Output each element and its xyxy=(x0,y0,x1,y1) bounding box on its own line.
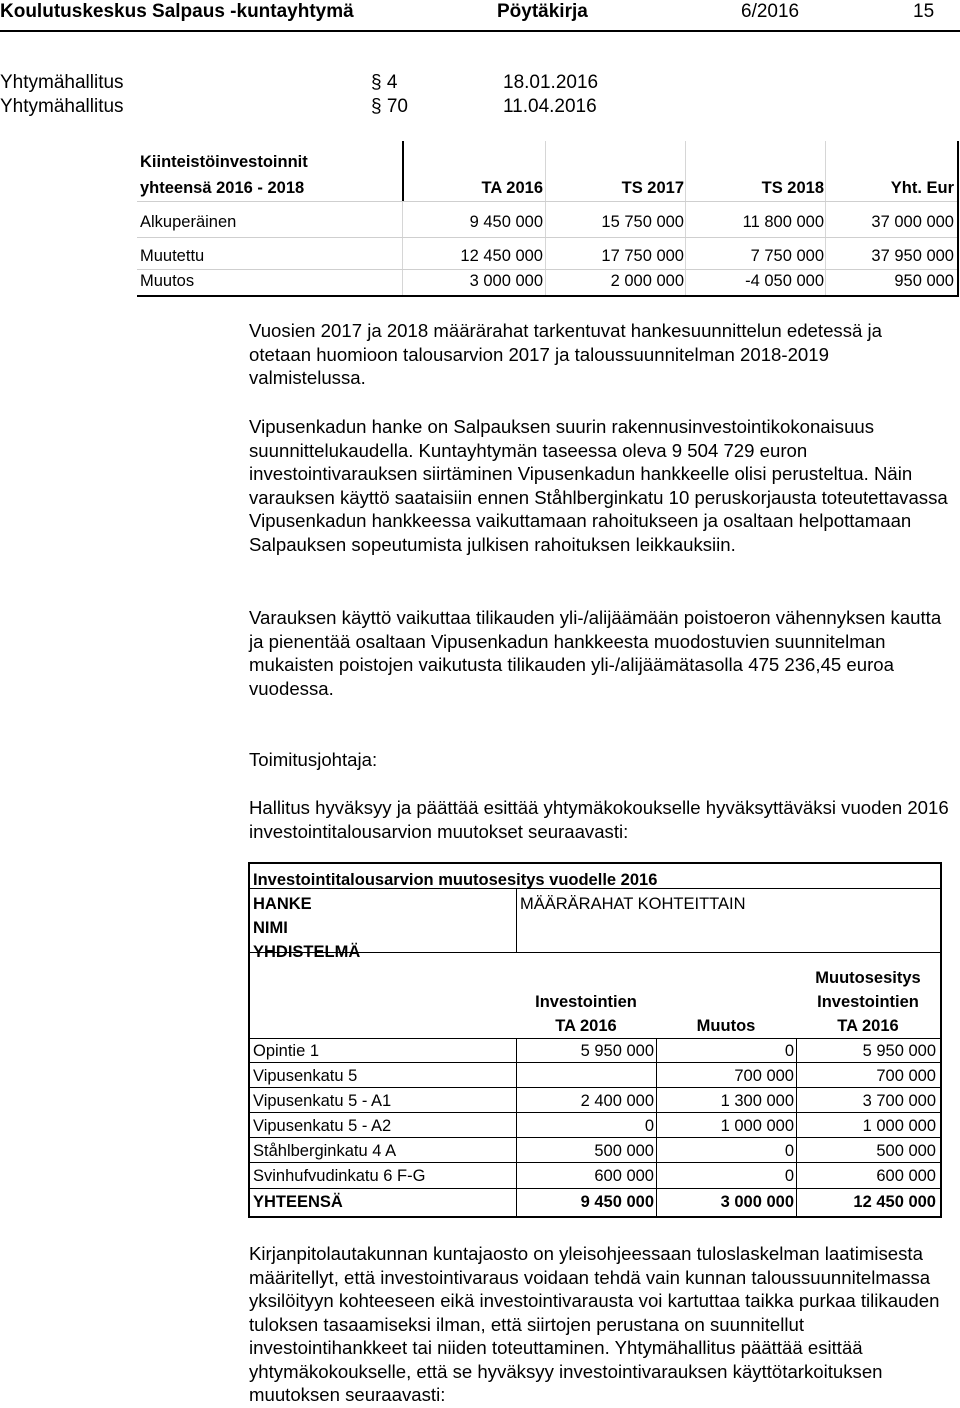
total-cell: 9 450 000 xyxy=(580,1193,654,1211)
table-cell: 37 950 000 xyxy=(871,247,954,265)
table-divider xyxy=(796,1038,797,1216)
header-rule xyxy=(0,30,960,32)
row-label: Muutettu xyxy=(140,247,205,265)
table-cell: 2 000 000 xyxy=(610,272,684,290)
total-cell: 12 450 000 xyxy=(853,1193,936,1211)
column-header: TS 2017 xyxy=(621,179,684,197)
row-label: Alkuperäinen xyxy=(140,213,237,231)
label-maararahat: MÄÄRÄRAHAT KOHTEITTAIN xyxy=(520,895,746,913)
project-name: Vipusenkatu 5 xyxy=(253,1067,358,1085)
table-cell: 1 000 000 xyxy=(720,1117,794,1135)
table-cell: 2 400 000 xyxy=(580,1092,654,1110)
label-yhdistelma: YHDISTELMÄ xyxy=(253,943,361,961)
meeting-section: § 70 xyxy=(371,96,408,117)
organization-name: Koulutuskeskus Salpaus -kuntayhtymä xyxy=(0,1,354,22)
table-rule xyxy=(248,1188,940,1189)
paragraph: Vuosien 2017 ja 2018 määrärahat tarkentuvat hankesuunnittelun edetessä ja otetaan huomioon talousarvion 2017 ja taloussuunnitelman 2018-2019 valmistelussa. xyxy=(249,320,882,388)
table-divider xyxy=(685,141,686,295)
table-cell: 950 000 xyxy=(894,272,954,290)
table-cell: 600 000 xyxy=(594,1167,654,1185)
document-type: Pöytäkirja xyxy=(497,1,588,22)
table-cell: 37 000 000 xyxy=(871,213,954,231)
table-cell: 600 000 xyxy=(876,1167,936,1185)
meeting-body: Yhtymähallitus xyxy=(0,72,124,93)
table-divider xyxy=(656,1038,657,1216)
table-cell: 500 000 xyxy=(594,1142,654,1160)
column-header: Investointien xyxy=(817,993,919,1011)
column-header: Investointien xyxy=(535,993,637,1011)
table-cell: 11 800 000 xyxy=(742,213,824,231)
table-divider xyxy=(516,888,517,952)
table-cell: 1 300 000 xyxy=(720,1092,794,1110)
total-cell: 3 000 000 xyxy=(720,1193,794,1211)
table-cell: -4 050 000 xyxy=(745,272,824,290)
column-header: TA 2016 xyxy=(481,179,543,197)
table-rule xyxy=(137,237,957,238)
table-cell: 1 000 000 xyxy=(862,1117,936,1135)
column-header: Yht. Eur xyxy=(890,179,954,197)
column-header: Muutos xyxy=(696,1017,756,1035)
table-cell: 15 750 000 xyxy=(601,213,684,231)
table-divider xyxy=(402,141,404,201)
table-rule xyxy=(137,269,957,270)
page-header xyxy=(0,0,960,30)
paragraph: Hallitus hyväksyy ja päättää esittää yhtymäkokoukselle hyväksyttäväksi vuoden 2016 investointitalousarvion muutokset seuraavasti: xyxy=(249,797,949,842)
column-header: TS 2018 xyxy=(761,179,824,197)
column-header: TA 2016 xyxy=(837,1017,899,1035)
project-name: Vipusenkatu 5 - A2 xyxy=(253,1117,392,1135)
property-investment-table xyxy=(137,141,959,297)
label-nimi: NIMI xyxy=(253,919,288,937)
table-rule xyxy=(248,1112,940,1113)
project-name: Opintie 1 xyxy=(253,1042,320,1060)
document-number: 6/2016 xyxy=(741,1,800,22)
table-divider xyxy=(402,201,403,295)
table-frame xyxy=(248,862,942,1218)
project-name: Ståhlberginkatu 4 A xyxy=(253,1142,397,1160)
table-rule xyxy=(248,1062,940,1063)
table-cell: 5 950 000 xyxy=(862,1042,936,1060)
paragraph: Kirjanpitolautakunnan kuntajaosto on yleisohjeessaan tuloslaskelman laatimisesta määritellyt, että investointivaraus voidaan tehdä vain kunnan taloussuunnitelmassa yksilöityyn kohteeseen eikä investointivarausta voi kartuttaa taikka purkaa tilikauden tuloksen tasaamiseksi ilman, että siirtojen perustana on suunnitellut investointihankkeet tai niiden toteuttaminen. Yhtymähallitus päättää esittää yhtymäkokoukselle, että se hyväksyy investointivarauksen käyttötarkoituksen muutoksen seuraavasti: xyxy=(249,1243,940,1405)
table-cell: 3 000 000 xyxy=(469,272,543,290)
table-cell: 3 700 000 xyxy=(862,1092,936,1110)
table-cell: 0 xyxy=(784,1142,794,1160)
table-rule xyxy=(248,1038,940,1039)
meeting-section: § 4 xyxy=(371,72,398,93)
table-divider xyxy=(516,1038,517,1216)
table-cell: 12 450 000 xyxy=(460,247,543,265)
table-title: Investointitalousarvion muutosesitys vuodelle 2016 xyxy=(253,871,658,889)
table-title: yhteensä 2016 - 2018 xyxy=(140,179,305,197)
paragraph: Vipusenkadun hanke on Salpauksen suurin rakennusinvestointikokonaisuus suunnittelukaudella. Kuntayhtymän taseessa oleva 9 504 729 euron investointivarauksen siirtäminen Vipusenkadun hankkeelle olisi perusteltua. Näin varauksen käyttö saataisiin ennen Ståhlberginkatu 10 peruskorjausta toteutettavassa Vipusenkadun hankkeessa vaikuttamaan rahoitukseen ja osaltaan helpottamaan Salpauksen sopeutumista julkisen rahoituksen leikkauksiin. xyxy=(249,416,948,555)
table-cell: 0 xyxy=(784,1167,794,1185)
table-rule xyxy=(248,1162,940,1163)
investment-budget-table xyxy=(248,862,942,1218)
row-label: Muutos xyxy=(140,272,195,290)
total-label: YHTEENSÄ xyxy=(253,1193,343,1211)
table-rule xyxy=(248,1137,940,1138)
label-hanke: HANKE xyxy=(253,895,312,913)
table-cell: 700 000 xyxy=(876,1067,936,1085)
table-cell: 5 950 000 xyxy=(580,1042,654,1060)
table-divider xyxy=(545,141,546,295)
project-name: Svinhufvudinkatu 6 F-G xyxy=(253,1167,426,1185)
table-cell: 0 xyxy=(784,1042,794,1060)
meeting-date: 18.01.2016 xyxy=(503,72,599,93)
project-name: Vipusenkatu 5 - A1 xyxy=(253,1092,392,1110)
paragraph-heading: Toimitusjohtaja: xyxy=(249,749,378,770)
table-cell: 0 xyxy=(644,1117,654,1135)
meeting-body: Yhtymähallitus xyxy=(0,96,124,117)
table-title: Kiinteistöinvestoinnit xyxy=(140,153,308,171)
table-rule xyxy=(137,201,957,202)
meeting-reference xyxy=(0,96,700,120)
page-number: 15 xyxy=(913,1,935,22)
table-cell: 500 000 xyxy=(876,1142,936,1160)
column-header: Muutosesitys xyxy=(815,969,921,987)
column-header: TA 2016 xyxy=(555,1017,617,1035)
table-rule xyxy=(248,1087,940,1088)
table-cell: 7 750 000 xyxy=(750,247,824,265)
table-divider xyxy=(825,141,826,295)
meeting-reference xyxy=(0,72,700,96)
meeting-date: 11.04.2016 xyxy=(503,96,597,117)
paragraph: Varauksen käyttö vaikuttaa tilikauden yli-/alijäämään poistoeron vähennyksen kautta ja pienentää osaltaan Vipusenkadun hankkeesta muodostuvien suunnitelman mukaisten poistojen vaikutusta tilikauden yli-/alijäämätasolla 475 236,45 euroa vuodessa. xyxy=(249,607,942,699)
table-cell: 700 000 xyxy=(734,1067,794,1085)
table-cell: 17 750 000 xyxy=(601,247,684,265)
table-cell: 9 450 000 xyxy=(469,213,543,231)
